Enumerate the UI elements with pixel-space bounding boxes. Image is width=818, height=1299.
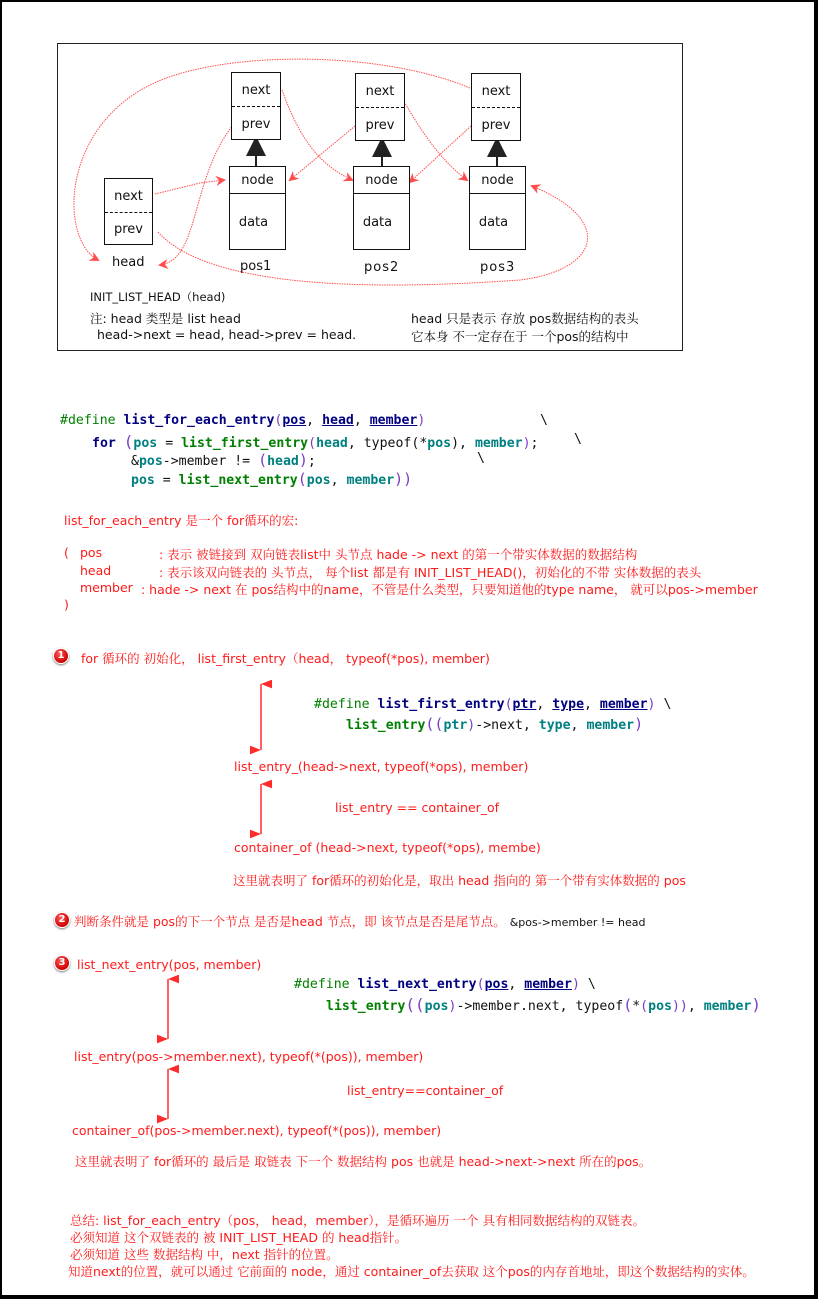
- pos2-prev-field: prev: [365, 118, 395, 133]
- code-param: pos: [282, 413, 307, 428]
- param-desc-head: : 表示该双向链表的 头节点， 每个list 都是有 INIT_LIST_HEAD()，初始化的不带 实体数据的表头: [159, 565, 702, 580]
- note-head-location: 它本身 不一定存在于 一个pos的结构中: [411, 329, 629, 344]
- step-1-equivalence: list_entry == container_of: [335, 800, 500, 815]
- code-token: =: [154, 473, 179, 488]
- code-token: #define: [60, 413, 116, 428]
- pos2-node-field: node: [365, 173, 398, 188]
- code-token: *: [419, 436, 428, 451]
- summary-line-1: 总结: list_for_each_entry（pos， head，member），是循环遍历 一个 具有相同数据结构的双链表。: [70, 1213, 645, 1228]
- code-ident: member: [586, 718, 635, 733]
- field-divider: [230, 193, 285, 194]
- pos3-next-field: next: [481, 84, 511, 99]
- code-ident: ptr: [443, 718, 468, 733]
- code-ident: pos: [648, 999, 672, 1014]
- step-3-title: list_next_entry(pos, member): [77, 957, 262, 972]
- explanation-title: list_for_each_entry 是一个 for循环的宏:: [64, 513, 299, 528]
- code-param: member: [369, 413, 418, 428]
- step-3-equivalence: list_entry==container_of: [347, 1083, 504, 1098]
- code-ident: head: [267, 454, 299, 469]
- code-function: list_first_entry: [181, 436, 309, 451]
- pos1-node-field: node: [241, 173, 274, 188]
- note-head-type: 注: head 类型是 list head: [90, 311, 241, 326]
- summary-line-4: 知道next的位置，就可以通过 它前面的 node，通过 container_of去获取 这个pos的内存首地址，即这个数据结构的实体。: [68, 1264, 755, 1279]
- step-2-description: 判断条件就是 pos的下一个节点 是否是head 节点，即 该节点是否是尾节点。: [74, 914, 506, 929]
- macro-code-line-2: for (pos = list_first_entry(head, typeof(*pos), member);: [92, 432, 539, 451]
- list-first-entry-define-line-2: list_entry((ptr)->next, type, member): [346, 715, 644, 733]
- code-ident: pos: [427, 436, 452, 451]
- pos2-struct: [353, 166, 410, 250]
- code-token: *: [632, 999, 641, 1014]
- step-2-text: [74, 912, 645, 930]
- code-param: head: [322, 413, 354, 428]
- macro-code-line-1: #define list_for_each_entry(pos, head, member): [60, 413, 426, 428]
- pos3-list-head: [471, 73, 521, 141]
- field-divider: [105, 212, 152, 213]
- code-param: ptr: [512, 697, 537, 712]
- code-ident: member: [474, 436, 523, 451]
- code-ident: type: [538, 718, 571, 733]
- list-next-entry-define-line-1: #define list_next_entry(pos, member) \: [294, 977, 596, 992]
- code-ident: member: [703, 999, 752, 1014]
- line-continuation: \: [574, 432, 582, 447]
- step-2-badge: 2: [54, 912, 70, 928]
- pos1-label: pos1: [240, 259, 272, 274]
- code-ident: pos: [138, 454, 163, 469]
- head-label: head: [112, 255, 145, 270]
- code-token: ->member !=: [162, 454, 259, 469]
- code-token: typeof: [363, 436, 412, 451]
- param-name-head: head: [80, 563, 112, 578]
- param-desc-pos: : 表示 被链接到 双向链表list中 头节点 hade -> next 的第一个带实体数据的数据结构: [159, 547, 638, 562]
- code-param: member: [599, 697, 648, 712]
- field-divider: [356, 107, 404, 108]
- open-paren: (: [64, 545, 69, 560]
- macro-name: list_next_entry: [357, 977, 477, 992]
- step-1-expansion-list-entry: list_entry_(head->next, typeof(*ops), member): [234, 759, 529, 774]
- code-function: list_entry: [346, 718, 426, 733]
- code-token: #define: [294, 977, 350, 992]
- field-divider: [232, 106, 280, 107]
- step-2-condition-code: &pos->member != head: [509, 916, 646, 929]
- line-continuation: \: [663, 697, 672, 712]
- head-list-node: [104, 178, 153, 245]
- code-ident: member: [346, 473, 395, 488]
- note-head-meaning: head 只是表示 存放 pos数据结构的表头: [411, 311, 639, 326]
- line-continuation: \: [540, 413, 548, 428]
- macro-name: list_first_entry: [377, 697, 505, 712]
- head-prev-field: prev: [113, 222, 143, 237]
- code-function: list_entry: [326, 999, 406, 1014]
- macro-name: list_for_each_entry: [123, 413, 275, 428]
- code-ident: head: [316, 436, 348, 451]
- pos2-data-field: data: [362, 215, 393, 230]
- code-token: &: [131, 454, 139, 469]
- init-list-head-call: INIT_LIST_HEAD（head): [90, 290, 226, 304]
- field-divider: [472, 107, 520, 108]
- pos1-list-head: [231, 72, 281, 140]
- step-1-expansion-container-of: container_of (head->next, typeof(*ops), membe): [234, 840, 541, 855]
- line-continuation: \: [477, 451, 485, 466]
- note-head-init: head->next = head, head->prev = head.: [97, 327, 357, 342]
- code-token: #define: [314, 697, 370, 712]
- code-token: =: [157, 436, 182, 451]
- close-paren: ): [64, 597, 69, 612]
- list-next-entry-define-line-2: list_entry((pos)->member.next, typeof(*(pos)), member): [326, 995, 762, 1014]
- param-desc-member: : hade -> next 在 pos结构中的name，不管是什么类型，只要知道他的type name， 就可以pos->member: [141, 582, 758, 597]
- pos1-prev-field: prev: [241, 117, 271, 132]
- summary-line-2: 必须知道 这个双链表的 被 INIT_LIST_HEAD 的 head指针。: [70, 1230, 408, 1245]
- code-token: ->next,: [475, 718, 539, 733]
- param-name-member: member: [80, 580, 133, 595]
- step-3-expansion-container-of: container_of(pos->member.next), typeof(*(pos)), member): [72, 1123, 442, 1138]
- param-name-pos: pos: [80, 545, 103, 560]
- code-function: list_next_entry: [178, 473, 298, 488]
- summary-line-3: 必须知道 这些 数据结构 中，next 指针的位置。: [70, 1247, 339, 1262]
- pos2-label: pos2: [364, 260, 400, 275]
- code-param: member: [524, 977, 572, 992]
- code-token: ;: [307, 454, 316, 469]
- pos1-data-field: data: [238, 215, 269, 230]
- pos1-struct: [229, 166, 286, 250]
- pos3-data-field: data: [478, 215, 509, 230]
- code-keyword: for: [92, 436, 116, 451]
- field-divider: [470, 193, 525, 194]
- step-3-expansion-list-entry: list_entry(pos->member.next), typeof(*(pos)), member): [74, 1049, 424, 1064]
- step-1-conclusion: 这里就表明了 for循环的初始化是，取出 head 指向的 第一个带有实体数据的 pos: [233, 873, 686, 888]
- pos3-struct: [469, 166, 526, 250]
- code-ident: pos: [306, 473, 331, 488]
- line-continuation: \: [587, 977, 596, 992]
- step-1-badge: 1: [53, 648, 69, 664]
- code-ident: pos: [131, 473, 155, 488]
- pos3-node-field: node: [481, 173, 514, 188]
- pos3-label: pos3: [480, 260, 516, 275]
- field-divider: [354, 193, 409, 194]
- code-param: pos: [484, 977, 509, 992]
- pos1-next-field: next: [241, 83, 271, 98]
- macro-code-line-3: &pos->member != (head);: [131, 451, 316, 469]
- pos2-list-head: [355, 73, 405, 141]
- code-param: type: [552, 697, 585, 712]
- code-ident: pos: [424, 999, 449, 1014]
- code-token: ->member.next,: [456, 999, 576, 1014]
- pos3-prev-field: prev: [481, 118, 511, 133]
- list-first-entry-define-line-1: #define list_first_entry(ptr, type, member) \: [314, 697, 672, 712]
- code-ident: pos: [133, 436, 158, 451]
- macro-code-line-4: pos = list_next_entry(pos, member)): [131, 470, 413, 488]
- step-3-badge: 3: [54, 955, 70, 971]
- step-3-conclusion: 这里就表明了 for循环的 最后是 取链表 下一个 数据结构 pos 也就是 head->next->next 所在的pos。: [75, 1154, 652, 1169]
- code-token: typeof: [575, 999, 624, 1014]
- head-next-field: next: [114, 189, 143, 204]
- step-1-title: for 循环的 初始化， list_first_entry（head， typeof(*pos), member): [81, 651, 490, 666]
- pos2-next-field: next: [365, 84, 395, 99]
